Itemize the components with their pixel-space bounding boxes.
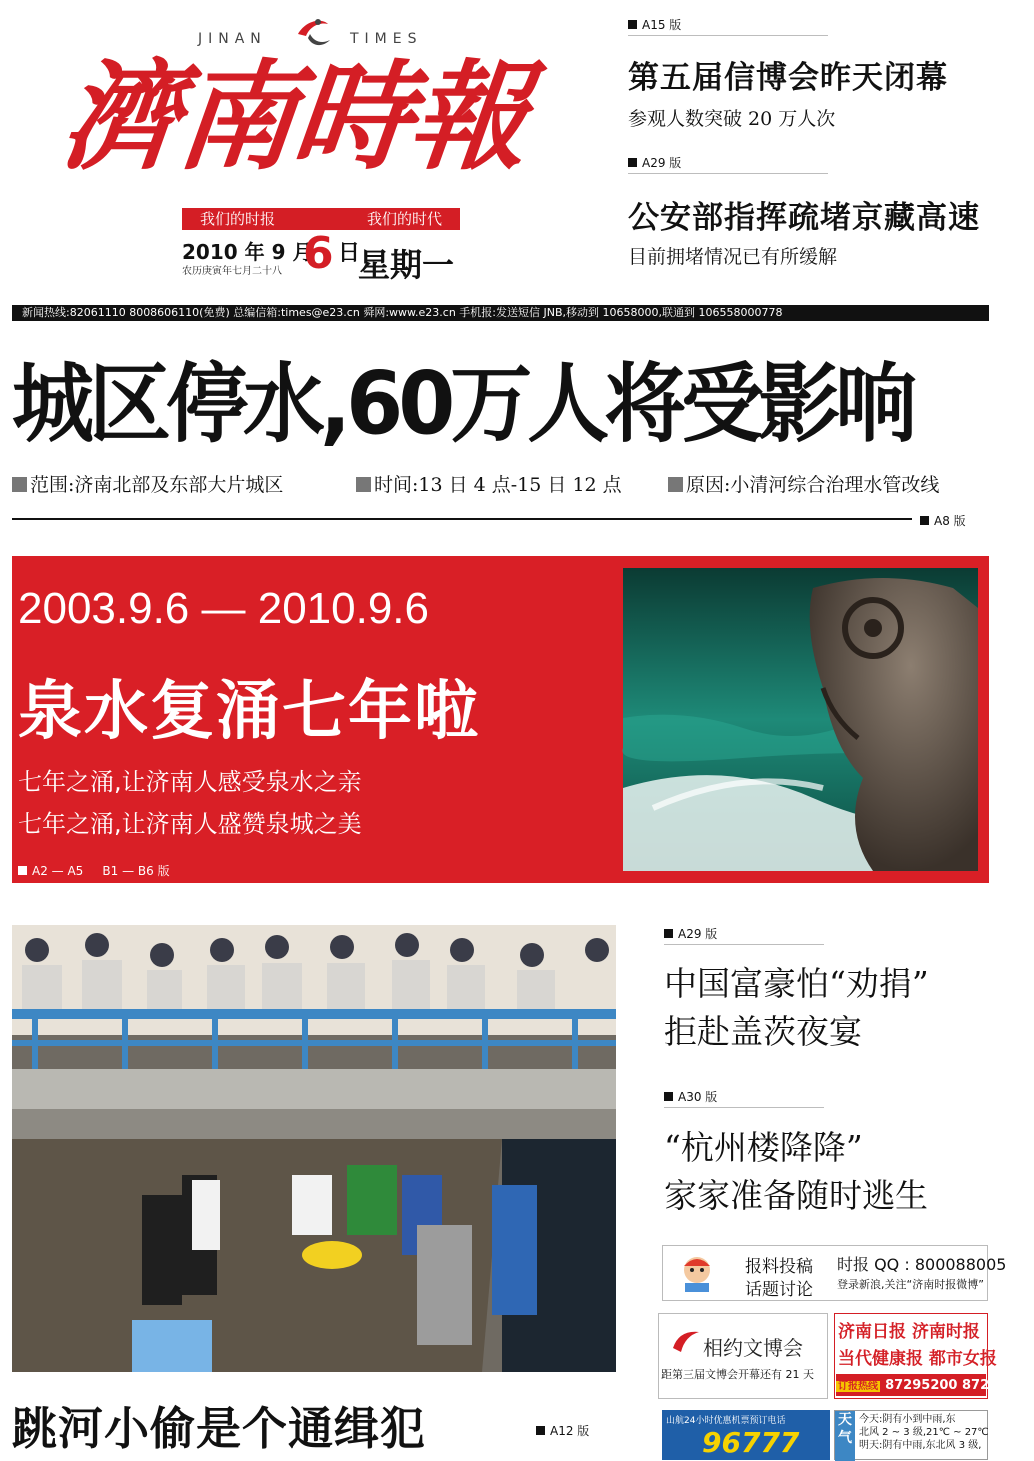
- side-story-headline[interactable]: 中国富豪怕“劝捐” 拒赴盖茨夜宴: [664, 964, 929, 1051]
- story-tag: A29 版: [628, 154, 681, 171]
- story-tag: A15 版: [628, 16, 681, 33]
- airline-ad[interactable]: [662, 1410, 830, 1460]
- promo-contact-box[interactable]: [662, 1245, 1007, 1301]
- story-tag: A30 版: [664, 1088, 717, 1105]
- papers-row-1: 济南日报 济南时报: [838, 1322, 980, 1342]
- airline-label: 山航24小时优惠机票预订电话: [666, 1416, 786, 1426]
- feature-block[interactable]: [12, 556, 989, 883]
- weekday: 星期一: [358, 246, 455, 284]
- lead-brief-cause: 原因:小清河综合治理水管改线: [668, 470, 939, 497]
- slogan-right: 我们的时代: [366, 210, 442, 228]
- huati-label: 话题讨论: [745, 1280, 813, 1300]
- lead-tag: A8 版: [920, 512, 966, 529]
- hotline-number: 87295200 87295208: [885, 1378, 1034, 1393]
- expo-logo-icon: [669, 1326, 703, 1356]
- hotline-label: 订报热线: [838, 1381, 878, 1392]
- slogan-left: 我们的时报: [200, 210, 276, 228]
- weather-lines: 今天:阴有小到中雨,东 北风 2 ~ 3 级,21℃ ~ 27℃ 明天:阴有中雨,东北风 3 级,: [859, 1414, 989, 1451]
- lead-brief-time: 时间:13 日 4 点-15 日 12 点: [356, 470, 622, 497]
- bottom-headline[interactable]: 跳河小偷是个通缉犯: [12, 1402, 427, 1455]
- qq-label: 时报 QQ : 800088005: [837, 1255, 1007, 1274]
- expo-note: 距第三届文博会开幕还有 21 天: [661, 1368, 814, 1381]
- airline-number: 96777: [702, 1426, 800, 1459]
- date-day: 6: [303, 228, 334, 279]
- feature-headline: 泉水复涌七年啦: [18, 675, 480, 749]
- papers-row-2: 当代健康报 都市女报: [838, 1349, 997, 1369]
- slogan-bar: [182, 208, 460, 230]
- date-suffix: 日: [338, 241, 361, 266]
- subscription-box[interactable]: [834, 1313, 1034, 1399]
- story-headline[interactable]: 第五届信博会昨天闭幕: [628, 60, 948, 96]
- expo-title: 相约文博会: [703, 1336, 803, 1360]
- feature-dates: 2003.9.6 — 2010.9.6: [18, 584, 429, 633]
- weibo-label: 登录新浪,关注“济南时报微博”: [837, 1278, 984, 1291]
- date-prefix: 2010 年 9 月: [182, 240, 313, 264]
- feature-line: 七年之涌,让济南人盛赞泉城之美: [18, 810, 362, 838]
- story-subhead: 参观人数突破 20 万人次: [628, 108, 836, 130]
- side-story-headline[interactable]: “杭州楼降降” 家家准备随时逃生: [664, 1128, 928, 1215]
- weather-label: 天气: [835, 1411, 855, 1461]
- story-subhead: 目前拥堵情况已有所缓解: [628, 246, 838, 268]
- story-headline[interactable]: 公安部指挥疏堵京藏高速: [628, 200, 980, 236]
- expo-box[interactable]: [658, 1313, 828, 1399]
- weather-box: [834, 1410, 988, 1460]
- news-photo: [12, 925, 616, 1372]
- bottom-tag: A12 版: [536, 1422, 589, 1439]
- masthead-title: 濟南時報: [54, 47, 534, 186]
- mascot-icon: [673, 1252, 721, 1294]
- lead-brief-scope: 范围:济南北部及东部大片城区: [12, 470, 283, 497]
- lead-headline[interactable]: 城区停水,60万人将受影响: [12, 354, 913, 455]
- masthead-english-right: TIMES: [350, 31, 423, 47]
- hotline-bar: [836, 1374, 1034, 1396]
- masthead-english-left: JINAN: [198, 31, 267, 47]
- info-strip: 新闻热线:82061110 8008606110(免费) 总编信箱:times@e23.cn 舜网:www.e23.cn 手机报:发送短信 JNB,移动到 10658000,联通到 106558000778: [12, 305, 989, 321]
- lunar-date: 农历庚寅年七月二十八: [182, 266, 282, 277]
- feature-line: 七年之涌,让济南人感受泉水之亲: [18, 768, 362, 796]
- baoliao-label: 报料投稿: [745, 1257, 813, 1277]
- divider: [12, 518, 912, 520]
- feature-tags: A2 — A5 B1 — B6 版: [18, 862, 170, 879]
- story-tag: A29 版: [664, 925, 717, 942]
- spring-photo: [623, 568, 978, 871]
